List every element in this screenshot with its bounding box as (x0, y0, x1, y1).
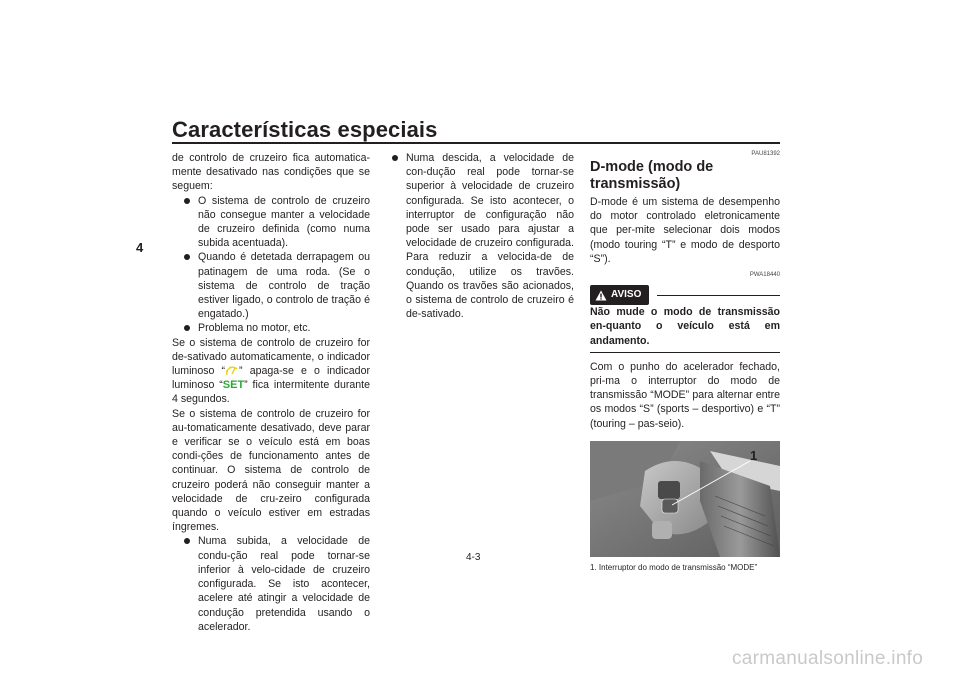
cruise-control-indicator-icon (225, 365, 239, 377)
notice-rule (657, 295, 780, 296)
page-title: Características especiais (172, 117, 438, 142)
figure-caption: 1. Interruptor do modo de transmissão “MODE” (590, 562, 758, 572)
notice-bottom-rule (590, 352, 780, 353)
chapter-tab: 4 (136, 240, 144, 255)
watermark: carmanualsonline.info (732, 648, 924, 669)
bullet-item: Numa subida, a velocidade de condu-ção real pode tornar-se inferior à velo-cidade de cruzeiro configurada. Se isto acontecer, acelere até atingir a velocidade de condução pretendida usando o acelerador. (172, 534, 370, 633)
bullet-item: Quando é detetada derrapagem ou patinagem de uma roda. (Se o sistema de controlo de tração estiver ligado, o controlo de tração é engatado.) (172, 250, 370, 321)
section-heading: D-mode (modo de transmissão) (590, 159, 714, 192)
paragraph (172, 336, 370, 407)
notice-badge (590, 285, 649, 305)
callout-number: 1 (750, 447, 758, 463)
bullet-item: Problema no motor, etc. (172, 321, 370, 335)
warning-triangle-icon (595, 290, 607, 301)
set-indicator-icon: SET (222, 379, 245, 392)
text-run: ” apaga-se e o indicador luminoso “ (172, 365, 370, 392)
text-run: ” fica intermitente durante 4 segundos. (172, 379, 370, 406)
paragraph: D-mode é um sistema de desempenho do motor controlado eletronicamente que per-mite selecionar dois modos (modo touring “T” e modo de desporto “S”). (590, 196, 780, 265)
paragraph: Com o punho do acelerador fechado, pri-ma o interruptor do modo de transmissão “MODE” para alternar entre os modos “S” (sports – desportivo) e “T” (touring – pas-seio). (590, 360, 780, 430)
reference-code: PAU81392 (751, 151, 780, 157)
handlebar-switch-photo (590, 441, 780, 557)
column-right (590, 150, 780, 573)
warning-text: Não mude o modo de transmissão en-quanto o veículo está em andamento. (590, 306, 780, 347)
page-number: 4-3 (466, 552, 481, 563)
paragraph: Se o sistema de controlo de cruzeiro for au-tomaticamente desativado, deve parar e verificar se o veículo está em boas condi-ções de funcionamento antes de continuar. O sistema de controlo de cruzeiro poderá não conseguir manter a velocidade de cru-zeiro configurada quando o veículo estiver em estradas íngremes. (172, 407, 370, 534)
column-left (172, 151, 370, 634)
title-rule (172, 142, 780, 144)
bullet-item: O sistema de controlo de cruzeiro não consegue manter a velocidade de cruzeiro definida (como numa subida acentuada). (172, 194, 370, 251)
bullet-item: Numa descida, a velocidade de con-dução real pode tornar-se superior à velocidade de cruzeiro configurada. Se isto acontecer, o interruptor de configuração não pode ser usado para ajustar a velocidade de cruzeiro configurada. Para reduzir a velocida-de de condução, utilize os travões. Quando os travões são acionados, o sistema de controlo de cruzeiro é de-sativado. (380, 151, 574, 321)
paragraph: de controlo de cruzeiro fica automatica-mente desativado nas condições que se seguem: (172, 152, 370, 193)
column-middle (380, 151, 574, 321)
notice-header (590, 285, 780, 305)
reference-code: PWA18440 (749, 272, 780, 279)
text-run: Se o sistema de controlo de cruzeiro for de-sativado automaticamente, o indicador luminoso “ (172, 336, 370, 378)
notice-label: AVISO (611, 289, 642, 301)
